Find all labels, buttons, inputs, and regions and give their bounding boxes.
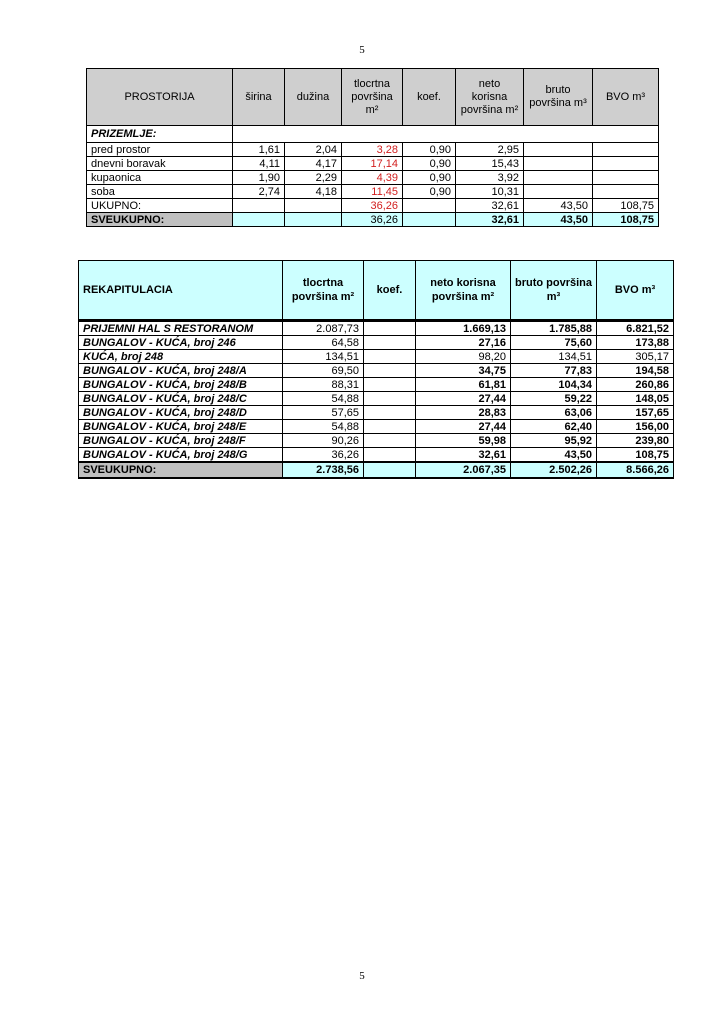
table1-header-row [87,69,659,126]
room-sirina: 2,74 [233,185,285,199]
recap-neto: 28,83 [416,406,511,420]
col-bruto: bruto površina m³ [511,261,597,321]
recap-row [79,336,674,350]
recap-neto: 1.669,13 [416,321,511,336]
sveukupno-row [87,213,659,227]
recap-tlocrtna: 90,26 [283,434,364,448]
recap-bruto: 59,22 [511,392,597,406]
col-neto: neto korisna površina m² [416,261,511,321]
section-blank [233,126,659,143]
room-area-table [86,68,659,227]
ukupno-tlocrtna: 36,26 [342,199,403,213]
room-duzina: 2,04 [285,143,342,157]
recap-row [79,392,674,406]
recap-neto: 27,44 [416,392,511,406]
recap-name: KUĆA, broj 248 [79,350,283,364]
recap-row [79,406,674,420]
ukupno-bvo: 108,75 [593,199,659,213]
room-koef: 0,90 [403,143,456,157]
section-label: PRIZEMLJE: [87,126,233,143]
recap-bruto: 43,50 [511,448,597,463]
col-koef: koef. [403,69,456,126]
room-name: soba [87,185,233,199]
recap-neto: 32,61 [416,448,511,463]
room-sirina: 1,61 [233,143,285,157]
recap-neto: 27,44 [416,420,511,434]
sveukupno-label: SVEUKUPNO: [87,213,233,227]
room-duzina: 2,29 [285,171,342,185]
page-number-bottom: 5 [359,970,365,982]
ukupno-bruto: 43,50 [524,199,593,213]
recap-sveukupno-bruto: 2.502,26 [511,462,597,478]
recap-row [79,378,674,392]
recap-bvo: 173,88 [597,336,674,350]
recap-bruto: 95,92 [511,434,597,448]
col-bvo: BVO m³ [593,69,659,126]
sveukupno-tlocrtna: 36,26 [342,213,403,227]
room-row [87,157,659,171]
recap-row [79,364,674,378]
room-sirina: 4,11 [233,157,285,171]
recap-tlocrtna: 36,26 [283,448,364,463]
recap-name: PRIJEMNI HAL S RESTORANOM [79,321,283,336]
sveukupno-bvo: 108,75 [593,213,659,227]
recap-bruto: 62,40 [511,420,597,434]
recap-tlocrtna: 64,58 [283,336,364,350]
recap-sveukupno-tlocrtna: 2.738,56 [283,462,364,478]
recap-bvo: 156,00 [597,420,674,434]
room-sirina: 1,90 [233,171,285,185]
room-neto: 2,95 [456,143,524,157]
recap-bruto: 77,83 [511,364,597,378]
recap-bvo: 148,05 [597,392,674,406]
col-tlocrtna: tlocrtna površina m² [283,261,364,321]
room-duzina: 4,17 [285,157,342,171]
recap-name: BUNGALOV - KUĆA, broj 248/A [79,364,283,378]
ukupno-neto: 32,61 [456,199,524,213]
recap-tlocrtna: 54,88 [283,420,364,434]
recap-bruto: 1.785,88 [511,321,597,336]
section-row [87,126,659,143]
room-neto: 3,92 [456,171,524,185]
recap-sveukupno-bvo: 8.566,26 [597,462,674,478]
recap-tlocrtna: 134,51 [283,350,364,364]
recap-neto: 34,75 [416,364,511,378]
recap-tlocrtna: 88,31 [283,378,364,392]
room-tlocrtna: 3,28 [342,143,403,157]
recap-bvo: 194,58 [597,364,674,378]
recap-row [79,420,674,434]
room-name: dnevni boravak [87,157,233,171]
recap-tlocrtna: 69,50 [283,364,364,378]
room-duzina: 4,18 [285,185,342,199]
recap-sveukupno-neto: 2.067,35 [416,462,511,478]
recap-row [79,434,674,448]
room-name: kupaonica [87,171,233,185]
sveukupno-neto: 32,61 [456,213,524,227]
room-koef: 0,90 [403,171,456,185]
page-number-top: 5 [359,44,365,56]
ukupno-row [87,199,659,213]
room-name: pred prostor [87,143,233,157]
recap-name: BUNGALOV - KUĆA, broj 248/E [79,420,283,434]
recap-bvo: 260,86 [597,378,674,392]
recap-bvo: 305,17 [597,350,674,364]
recap-sveukupno-label: SVEUKUPNO: [79,462,283,478]
recap-name: BUNGALOV - KUĆA, broj 248/D [79,406,283,420]
recap-table [78,260,674,479]
col-sirina: širina [233,69,285,126]
recap-name: BUNGALOV - KUĆA, broj 248/F [79,434,283,448]
table2-header-row [79,261,674,321]
recap-name: BUNGALOV - KUĆA, broj 248/G [79,448,283,463]
recap-neto: 61,81 [416,378,511,392]
room-row [87,143,659,157]
recap-row [79,448,674,463]
recap-tlocrtna: 57,65 [283,406,364,420]
recap-neto: 27,16 [416,336,511,350]
room-row [87,171,659,185]
col-bruto: bruto površina m³ [524,69,593,126]
recap-name: BUNGALOV - KUĆA, broj 248/B [79,378,283,392]
room-tlocrtna: 17,14 [342,157,403,171]
recap-tlocrtna: 54,88 [283,392,364,406]
recap-bruto: 104,34 [511,378,597,392]
room-row [87,185,659,199]
recap-row [79,350,674,364]
recap-bvo: 6.821,52 [597,321,674,336]
recap-bruto: 134,51 [511,350,597,364]
sveukupno-bruto: 43,50 [524,213,593,227]
col-bvo: BVO m³ [597,261,674,321]
col-duzina: dužina [285,69,342,126]
recap-name: BUNGALOV - KUĆA, broj 248/C [79,392,283,406]
recap-bvo: 239,80 [597,434,674,448]
recap-sveukupno-row [79,462,674,478]
room-neto: 10,31 [456,185,524,199]
room-tlocrtna: 11,45 [342,185,403,199]
col-prostorija: PROSTORIJA [87,69,233,126]
room-tlocrtna: 4,39 [342,171,403,185]
room-koef: 0,90 [403,185,456,199]
recap-tlocrtna: 2.087,73 [283,321,364,336]
col-tlocrtna: tlocrtna površina m² [342,69,403,126]
recap-neto: 59,98 [416,434,511,448]
col-koef: koef. [364,261,416,321]
recap-bvo: 108,75 [597,448,674,463]
room-neto: 15,43 [456,157,524,171]
recap-neto: 98,20 [416,350,511,364]
recap-name: BUNGALOV - KUĆA, broj 246 [79,336,283,350]
recap-bvo: 157,65 [597,406,674,420]
ukupno-label: UKUPNO: [87,199,233,213]
col-rekap: REKAPITULACIA [79,261,283,321]
recap-row [79,321,674,336]
room-koef: 0,90 [403,157,456,171]
recap-bruto: 63,06 [511,406,597,420]
col-neto: neto korisna površina m² [456,69,524,126]
recap-bruto: 75,60 [511,336,597,350]
